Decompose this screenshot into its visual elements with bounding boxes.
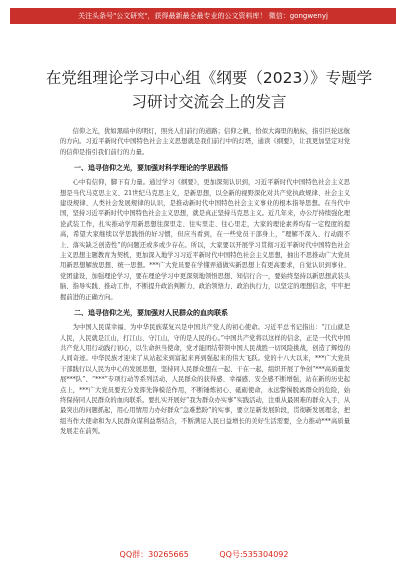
section-heading-2: 二、追寻信仰之光，要加强对人民群众的血肉联系 bbox=[74, 309, 228, 318]
document-body bbox=[60, 127, 350, 438]
qq-number-text: QQ号:535304092 bbox=[219, 550, 289, 559]
section-heading-1: 一、追寻信仰之光，要加强对科学理论的学思践悟 bbox=[74, 164, 228, 173]
qq-group-text: QQ群：30265665 bbox=[119, 550, 189, 559]
footer-contact bbox=[0, 548, 408, 562]
section-2-paragraph: 为中国人民谋幸福、为中华民族谋复兴是中国共产党人的初心使命。习近平总书记指出：“江山就是人民，人民就是江山，打江山、守江山，守的是人民的心。”中国共产党将以这样的信念，正是一代代中国共产党人用行动践行初心，以生命担当使命，党才能团结带领中国人民战胜一切风险挑战，创造了辉煌的人间奇迹。中华民族才迎来了从站起来到富起来再到强起来的伟大飞跃。党的十八大以来，***广大党员干部践行以人民为中心的发展思想，坚持同人民群众想在一起、干在一起，组织开展了争创“***高质量发展***队”、“***”专项行动等系列活动，人民群众的获得感、幸福感、安全感不断增强，站在新的历史起点上，***广大党员要充分发挥先锋模范作用，不断锤炼初心、砥砺使命，永远警惕脱离群众的危险，始终保持同人民群众的血肉联系。要扎实开展好“我为群众办实事”实践活动，注重从最困难的群众入手、从最突出的问题抓起，用心用情用力办好群众“急难愁盼”的实事，要立足新发展阶段，贯彻新发展理念，把组当作大使命和为人民群众谋利益帮结合，不断满足人民日益增长的美好生活需要，全力推动***高质量发展走在前列。 bbox=[60, 324, 350, 436]
top-banner: 关注头条号"公文研究"，获得最新最全最专业的公文资料库！ 微信：gongwenyj bbox=[10, 8, 396, 24]
section-1-paragraph: 心中有信仰，脚下有力量。通过学习《纲要》，更加深刻认识到，习近平新时代中国特色社会主义思想是当代马克思主义、21世纪马克思主义，是新思想，以全新的视野深化对共产党执政规律、社会主义建设规律、人类社会发展规律的认识，是推动新时代中国特色社会主义事业的根本指导思想。在当代中国，坚持习近平新时代中国特色社会主义思想，就是真正坚持马克思主义。近几年来，办公厅持续强化理论武装工作，扎实推动学用新思想往深里走、往实里走、往心里走，大家的理论素养均有一定程度的提高，希望大家继续以学思践悟的好习惯，但应当看到，在一些党员干部身上，“理解不深入、行动跟不上、落实缺乏创造性”的问题还或多或少存在。所以，大家要以开展学习贯彻习近平新时代中国特色社会主义思想主题教育为契机，更加深入地学习习近平新时代中国特色社会主义思想，抽出不思推动广大党员用新思想解放思想、统一思想。***广大党员要在学懂弄通做实新思想上有更高要求，自觉认识到事业、党团建设，加强理论学习，要在理论学习中更深刻地领悟思想、知信行合一，要始终坚持以新思想武装头脑、指导实践、推动工作，不断提升政治判断力、政治领悟力、政治执行力，以坚定的理想信念，牢牢把握前进的正确方向。 bbox=[60, 179, 350, 301]
intro-paragraph: 信仰之光，犹如黑暗中的明灯，照亮人们前行的道路；信仰之帆，恰似大海里的航标，指引巨轮远航的方向。习近平新时代中国特色社会主义思想就是我们前行中的灯塔，通读《纲要》，让我更加坚定对党的信仰是指引我们前行的力量。 bbox=[60, 128, 350, 156]
document-title: 在党组理论学习中心组《纲要（2023）》专题学习研讨交流会上的发言 bbox=[45, 69, 373, 111]
